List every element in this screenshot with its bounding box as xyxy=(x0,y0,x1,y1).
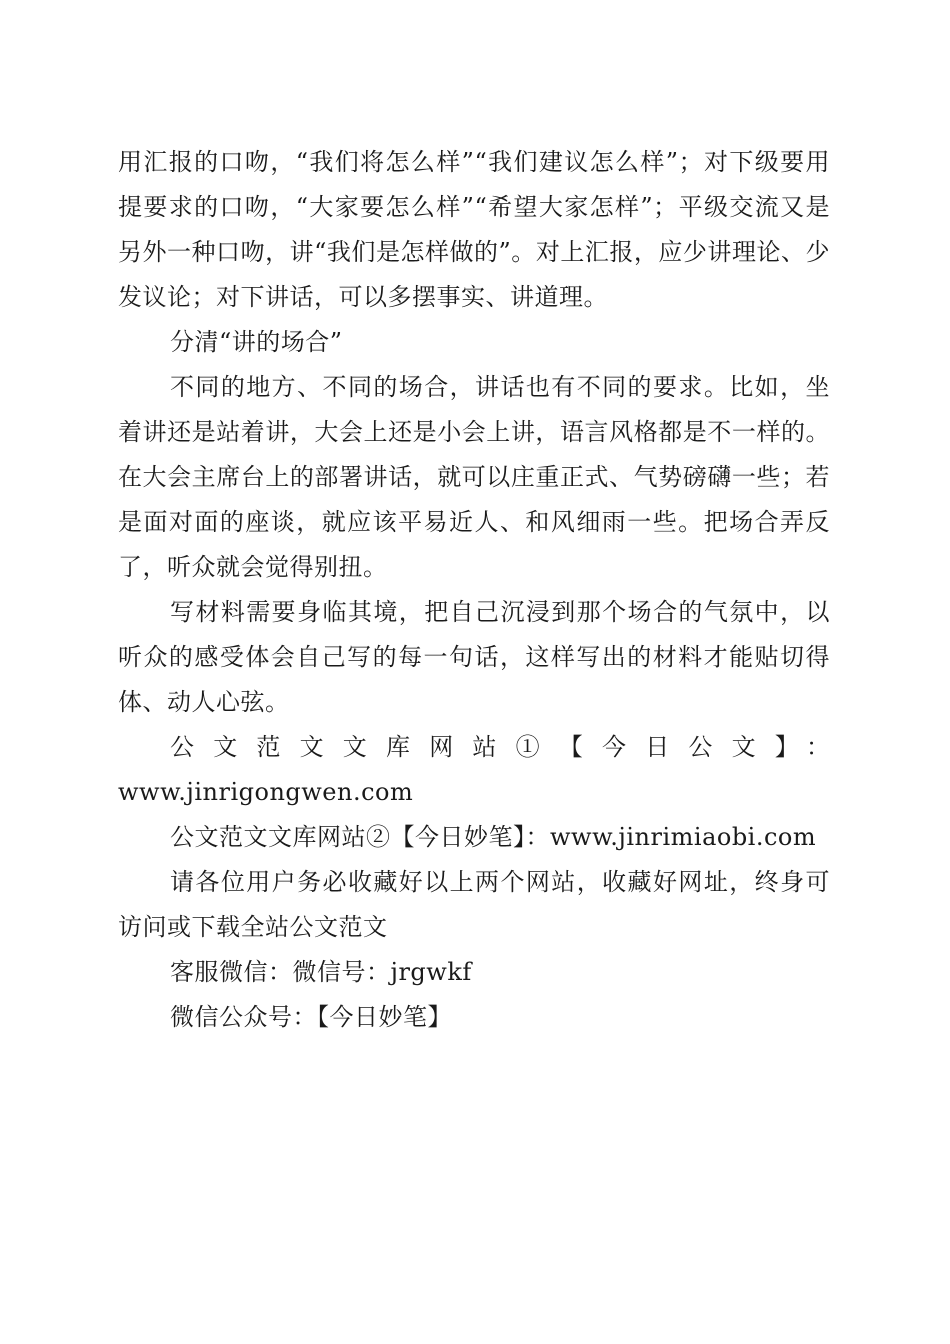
service-wechat: 客服微信：微信号：jrgwkf xyxy=(170,958,472,986)
official-account: 微信公众号：【今日妙笔】 xyxy=(170,1003,452,1031)
paragraph-occasion: 不同的地方、不同的场合，讲话也有不同的要求。比如，坐着讲还是站着讲，大会上还是小会上讲，语言风格都是不一样的。在大会主席台上的部署讲话，就可以庄重正式、气势磅礴一些；若是面对面的座谈，就应该平易近人、和风细雨一些。把场合弄反了，听众就会觉得别扭。 xyxy=(118,373,830,581)
paragraph-immersion: 写材料需要身临其境，把自己沉浸到那个场合的气氛中，以听众的感受体会自己写的每一句话，这样写出的材料才能贴切得体、动人心弦。 xyxy=(118,598,830,716)
document-body xyxy=(118,140,830,1040)
site2-line: 公文范文文库网站②【今日妙笔】：www.jinrimiaobi.com xyxy=(170,823,817,851)
paragraph-reporting-tone: 用汇报的口吻，“我们将怎么样”“我们建议怎么样”；对下级要用提要求的口吻，“大家要怎么样”“希望大家怎样”；平级交流又是另外一种口吻，讲“我们是怎样做的”。对上汇报，应少讲理论、少发议论；对下讲话，可以多摆事实、讲道理。 xyxy=(118,148,830,311)
bookmark-notice: 请各位用户务必收藏好以上两个网站，收藏好网址，终身可访问或下载全站公文范文 xyxy=(118,868,830,941)
site1-url: www.jinrigongwen.com xyxy=(118,778,414,806)
site1-label: 公文范文文库网站①【今日公文】： xyxy=(170,733,830,761)
section-heading-occasion: 分清“讲的场合” xyxy=(170,328,343,356)
